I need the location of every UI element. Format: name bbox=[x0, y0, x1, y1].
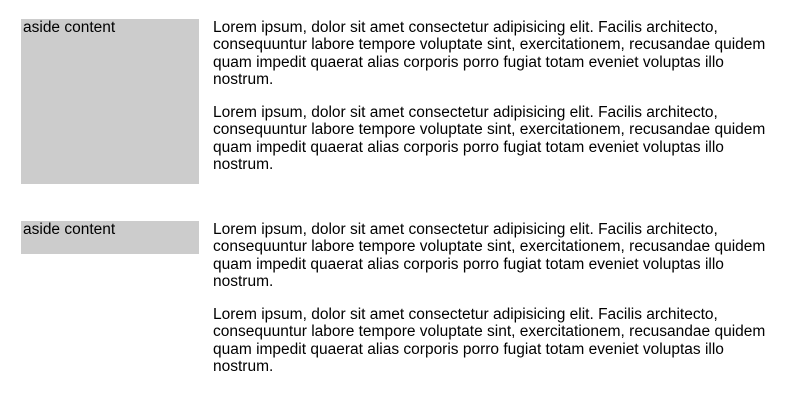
aside-box-2 bbox=[21, 221, 199, 254]
paragraph: Lorem ipsum, dolor sit amet consectetur adipisicing elit. Facilis architecto, consequuntur labore tempore voluptate sint, exercitationem, recusandae quidem quam impedit quaerat alias corporis porro fugiat totam eveniet voluptas illo nostrum. bbox=[213, 306, 766, 376]
section-2 bbox=[21, 221, 779, 375]
paragraph: Lorem ipsum, dolor sit amet consectetur adipisicing elit. Facilis architecto, consequuntur labore tempore voluptate sint, exercitationem, recusandae quidem quam impedit quaerat alias corporis porro fugiat totam eveniet voluptas illo nostrum. bbox=[213, 221, 766, 290]
aside-box-1 bbox=[21, 19, 199, 184]
aside-label-1: aside content bbox=[23, 19, 116, 36]
section-2-content bbox=[213, 221, 779, 375]
paragraph: Lorem ipsum, dolor sit amet consectetur adipisicing elit. Facilis architecto, consequuntur labore tempore voluptate sint, exercitationem, recusandae quidem quam impedit quaerat alias corporis porro fugiat totam eveniet voluptas illo nostrum. bbox=[213, 104, 766, 174]
aside-label-2: aside content bbox=[23, 221, 116, 238]
section-1-content bbox=[213, 19, 779, 173]
paragraph: Lorem ipsum, dolor sit amet consectetur adipisicing elit. Facilis architecto, consequuntur labore tempore voluptate sint, exercitationem, recusandae quidem quam impedit quaerat alias corporis porro fugiat totam eveniet voluptas illo nostrum. bbox=[213, 19, 766, 88]
section-1 bbox=[21, 19, 779, 184]
